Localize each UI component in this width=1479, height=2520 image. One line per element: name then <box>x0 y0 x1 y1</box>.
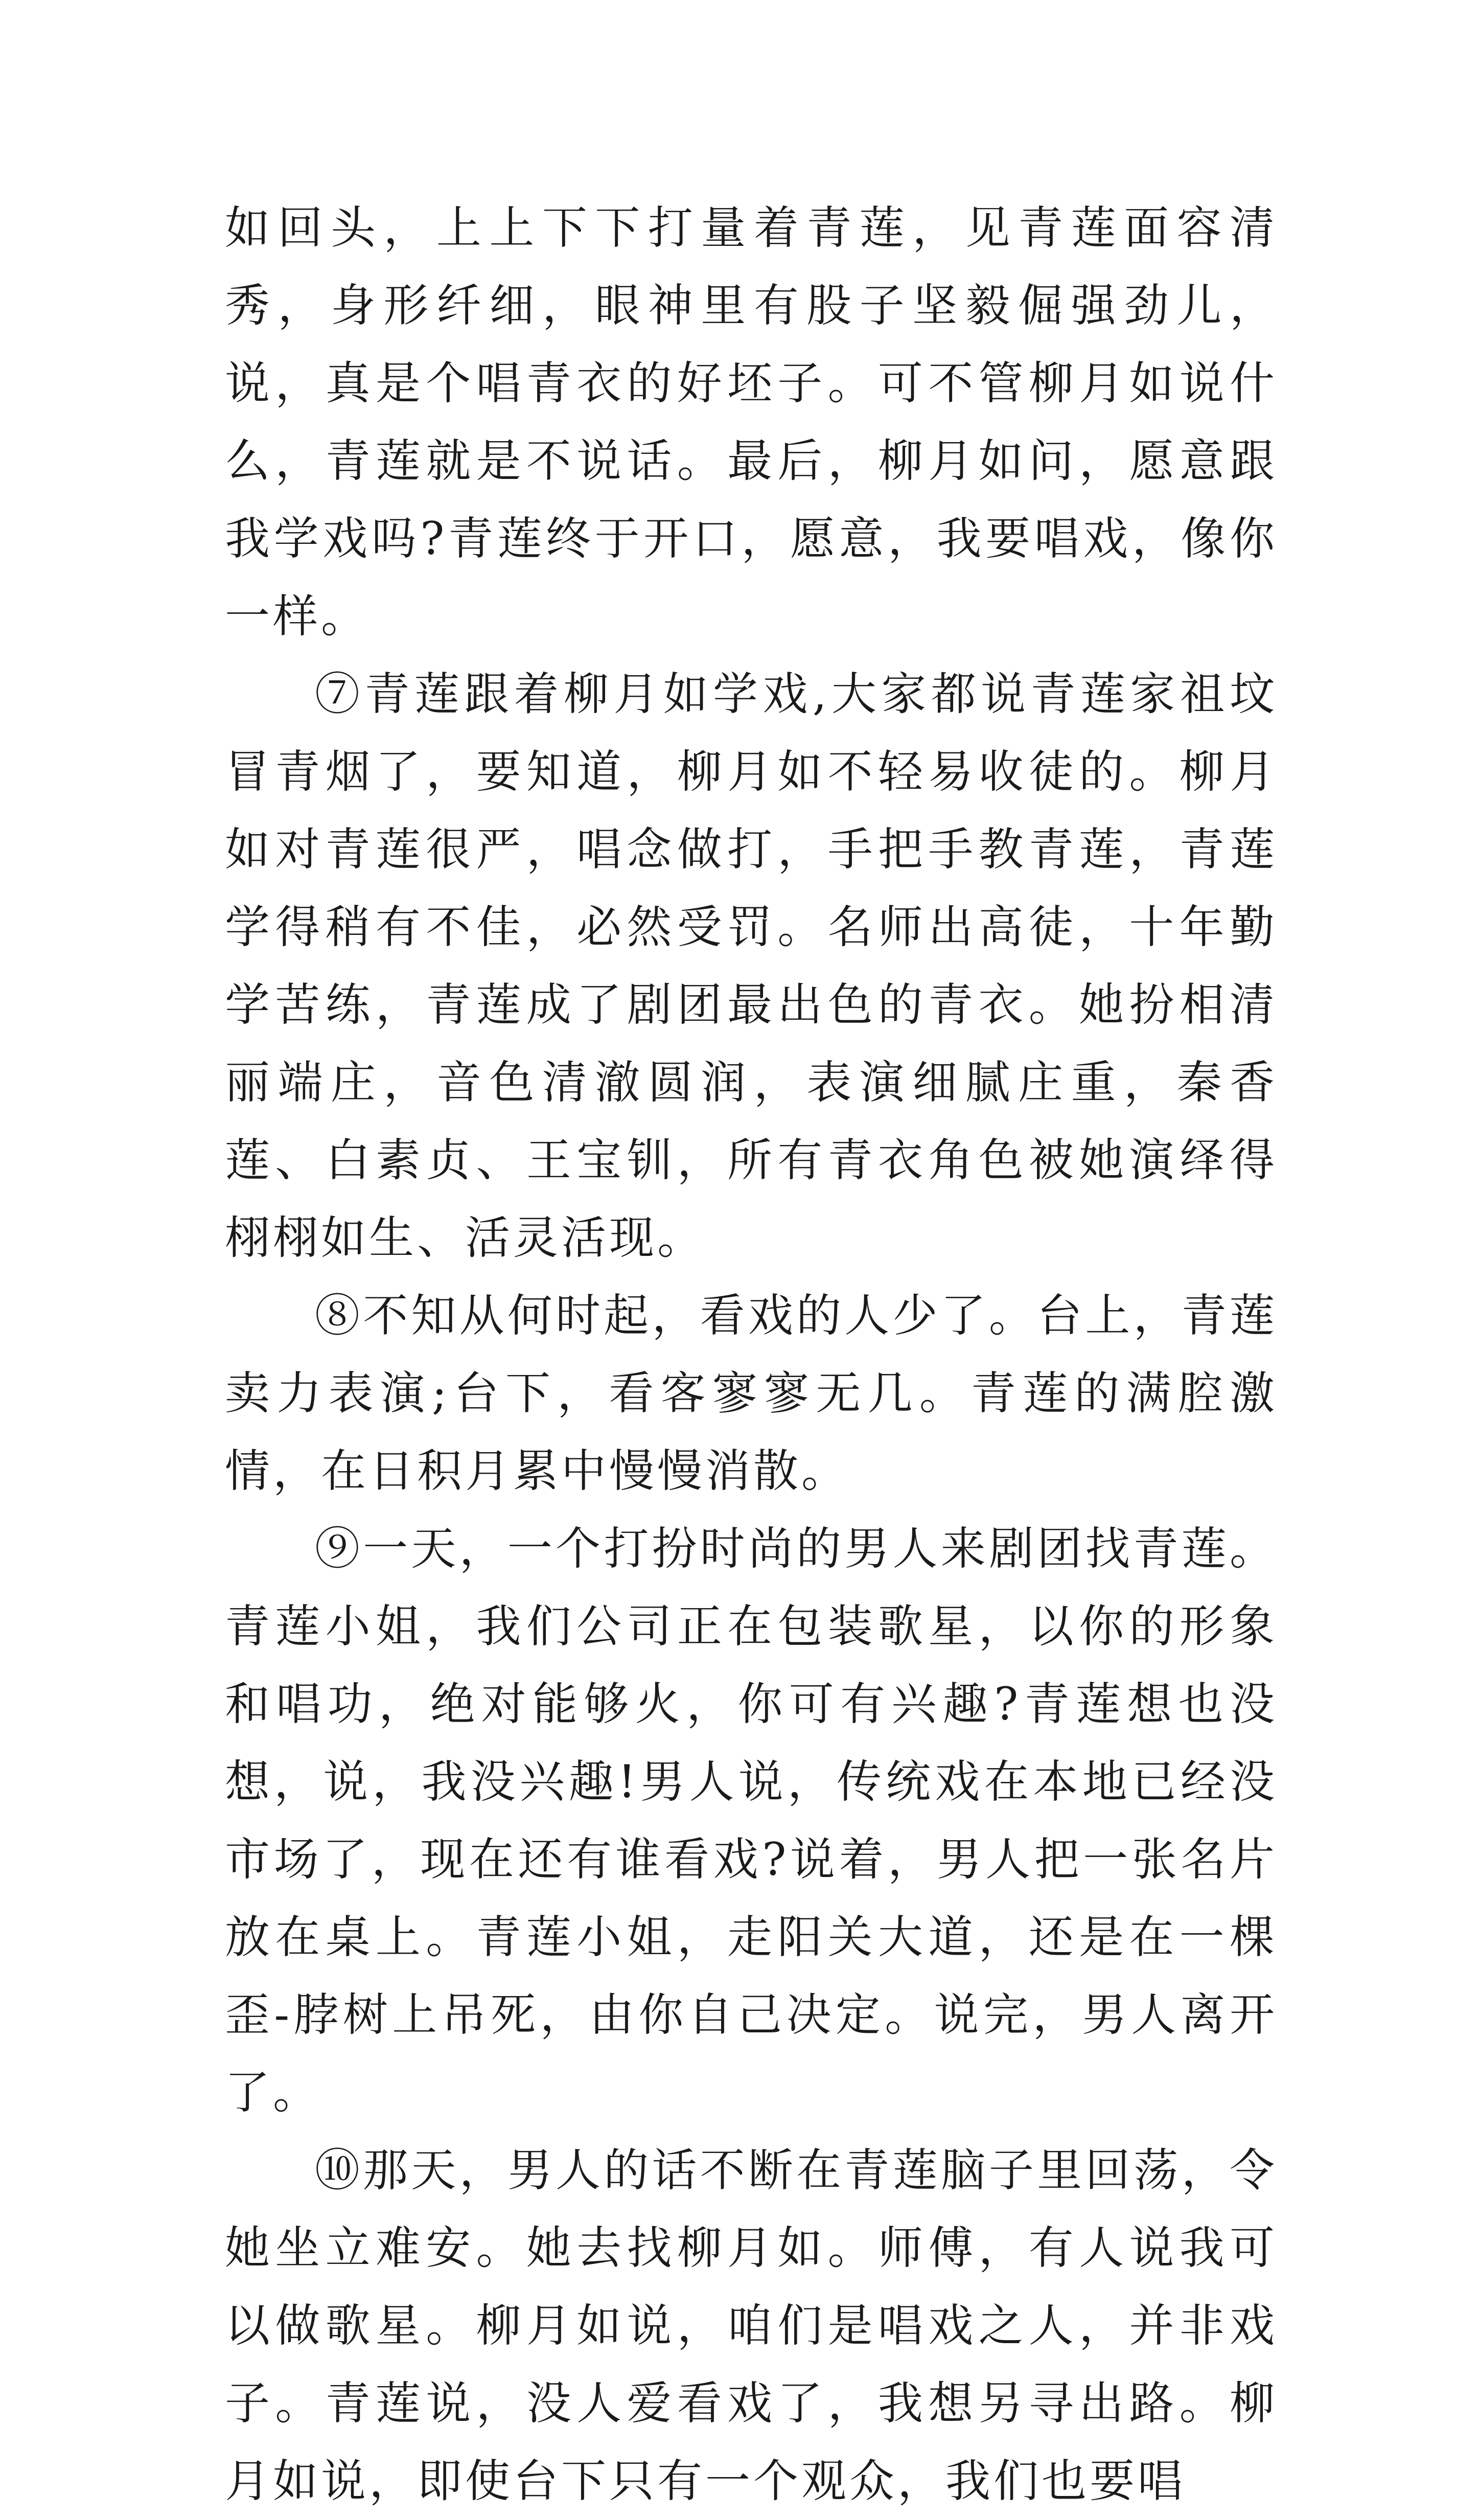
paragraph-10: ⑩那天，男人的话不断在青莲脑子里回荡，令她坐立难安。她去找柳月如。师傅，有人说我可以做歌星。柳月如说，咱们是唱戏之人，并非戏子。青莲说，没人爱看戏了，我想另寻出路。柳月如说，即使台下只有一个观众，我们也要唱 <box>225 2144 1278 2507</box>
paragraph-9: ⑨一天，一个打扮时尚的男人来剧团找青莲。青莲小姐，我们公司正在包装歌星，以你的形象和唱功，绝对能够火，你可有兴趣?青莲想也没想，说，我没兴趣!男人说，传统戏在本地已经没市场了，现在还有谁看戏?说着，男人把一张名片放在桌上。青莲小姐，走阳关大道，还是在一棵歪-脖树上吊死，由你自己决定。说完，男人离开了。 <box>225 1522 1278 2119</box>
paragraph-8: ⑧不知从何时起，看戏的人少了。台上，青莲卖力表演;台下，看客寥寥无几。青莲的满腔激情，在日积月累中慢慢消散。 <box>225 1289 1278 1497</box>
paragraph-7: ⑦青莲跟着柳月如学戏,大家都说青莲家祖坟冒青烟了，要知道，柳月如不轻易收徒的。柳月如对青莲很严，唱念做打，手把手教青莲，青莲学得稍有不佳，必然受罚。名师出高徒，十年勤学苦练，青莲成了剧团最出色的青衣。她扮相清丽端庄，音色清澈圆润，表演细腻庄重，秦香莲、白素贞、王宝钏，所有青衣角色被她演绎得栩栩如生、活灵活现。 <box>225 668 1278 1264</box>
document-body <box>225 189 1278 2520</box>
paragraph-continuation: 如回头，上上下下打量着青莲，见青莲面容清秀，身形纤细，眼神里有股子坚毅倔强劲儿，说，真是个唱青衣的好坯子。可不管柳月如说什么，青莲就是不说话。最后，柳月如问，愿意跟我学戏吗?青莲终于开口，愿意，我要唱戏，像你一样。 <box>225 201 1278 643</box>
